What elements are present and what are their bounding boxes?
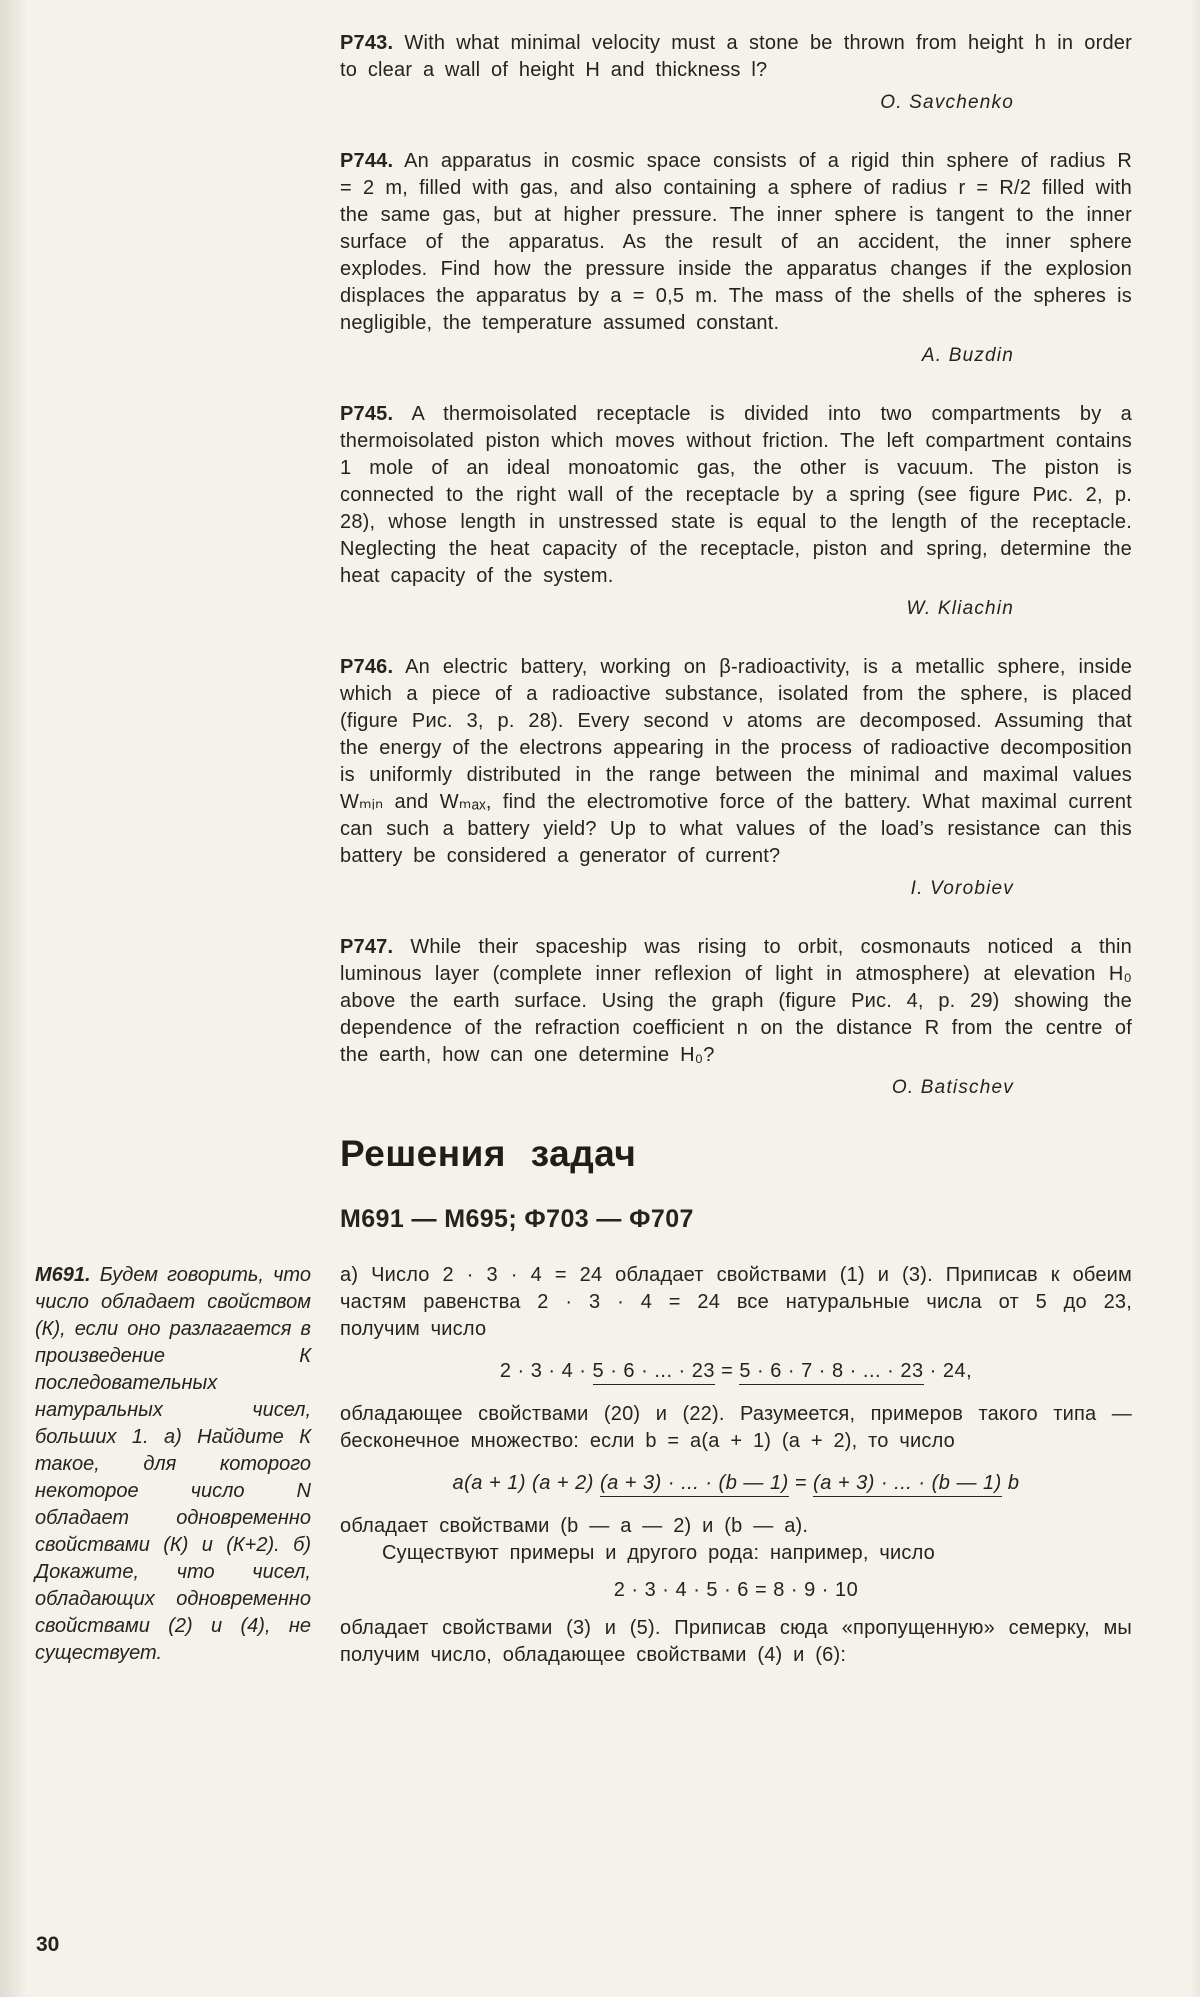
solution-paragraph-2: обладающее свойствами (20) и (22). Разумеется, примеров такого типа — бесконечное множество: если b = a(a + 1) (a + 2), то число	[340, 1403, 1132, 1452]
main-column	[340, 0, 1132, 1234]
margin-note-m691	[35, 1262, 311, 1669]
problem-body: While their spaceship was rising to orbit, cosmonauts noticed a thin luminous layer (complete inner reflexion of light in atmosphere) at elevation H₀ above the earth surface. Using the graph (figure Рис. 4, p. 29) showing the dependence of the refraction coefficient n on the distance R from the centre of the earth, how can one determine H₀?	[340, 936, 1132, 1066]
author-attribution: W. Kliachin	[906, 598, 1014, 619]
equation-segment: 5 · 6 · 7 · 8 · ... · 23	[739, 1360, 923, 1385]
solution-paragraph-4: Существуют примеры и другого рода: например, число	[382, 1542, 936, 1564]
section-title: Решения задач	[340, 1133, 637, 1174]
problem-body: An apparatus in cosmic space consists of a rigid thin sphere of radius R = 2 m, filled with gas, and also containing a sphere of radius r = R/2 filled with the same gas, but at higher pressure. The inner sphere is tangent to the inner surface of the apparatus. As the result of an accident, the inner sphere explodes. Find how the pressure inside the apparatus changes if the explosion displaces the apparatus by a = 0,5 m. The mass of the shells of the spheres is negligible, the temperature assumed constant.	[340, 150, 1133, 334]
equation-segment: (a + 3) · ... · (b — 1)	[600, 1472, 789, 1497]
solution-m691-row	[0, 1262, 1200, 1669]
problem-text	[340, 934, 1132, 1069]
solution-body	[340, 1262, 1132, 1669]
author-attribution: O. Savchenko	[880, 92, 1014, 113]
problem-id: P745.	[340, 403, 394, 425]
problem-text	[340, 30, 1132, 84]
equation-segment: =	[788, 1472, 814, 1494]
margin-note-text	[35, 1262, 311, 1667]
margin-note-id: М691.	[35, 1264, 91, 1286]
solution-paragraph-3: обладает свойствами (b — a — 2) и (b — a).	[340, 1515, 809, 1537]
page-number: 30	[36, 1933, 60, 1956]
author-attribution: I. Vorobiev	[910, 878, 1014, 899]
equation-2	[340, 1468, 1132, 1498]
problem-id: P746.	[340, 656, 394, 678]
problem-text	[340, 148, 1132, 337]
equation-segment: 2 · 3 · 4 ·	[499, 1360, 593, 1382]
equation-segment: (a + 3) · ... · (b — 1)	[813, 1472, 1002, 1497]
problem-id: P743.	[340, 32, 394, 54]
problem-body: A thermoisolated receptacle is divided into two compartments by a thermoisolated piston which moves without friction. The left compartment contains 1 mole of an ideal monoatomic gas, the other is vacuum. The piston is connected to the right wall of the receptacle by a spring (see figure Рис. 2, p. 28), whose length in unstressed state is equal to the length of the receptacle. Neglecting the heat capacity of the receptacle, piston and spring, determine the heat capacity of the system.	[340, 403, 1132, 587]
equation-segment: · 24,	[923, 1360, 973, 1382]
problem-p746	[340, 654, 1132, 900]
section-subtitle: М691 — М695; Ф703 — Ф707	[340, 1205, 694, 1233]
solution-paragraph-1: а) Число 2 · 3 · 4 = 24 обладает свойствами (1) и (3). Приписав к обеим частям равенства 2 · 3 · 4 = 24 все натуральные числа от 5 до 23, получим число	[340, 1264, 1132, 1340]
problem-p745	[340, 401, 1132, 620]
problem-text	[340, 401, 1132, 590]
margin-note-body: Будем говорить, что число обладает свойством (К), если оно разлагается в произведение К последовательных натуральных чисел, больших 1. а) Найдите К такое, для которого некоторое число N обладает одновременно свойствами (К) и (К+2). б) Докажите, что чисел, обладающих одновременно свойствами (2) и (4), не существует.	[35, 1264, 311, 1664]
author-attribution: A. Buzdin	[921, 345, 1014, 366]
solution-paragraph-5: обладает свойствами (3) и (5). Приписав сюда «пропущенную» семерку, мы получим число, обладающее свойствами (4) и (6):	[340, 1617, 1132, 1666]
equation-segment: =	[715, 1360, 740, 1382]
problem-p744	[340, 148, 1132, 367]
problem-id: P744.	[340, 150, 394, 172]
equation-segment: a(a + 1) (a + 2)	[452, 1472, 600, 1494]
problem-text	[340, 654, 1132, 870]
problem-p747	[340, 934, 1132, 1099]
equation-segment: b	[1001, 1472, 1020, 1494]
problem-p743	[340, 30, 1132, 114]
equation-1	[340, 1356, 1132, 1386]
problem-body: An electric battery, working on β-radioactivity, is a metallic sphere, inside which a piece of a radioactive substance, isolated from the sphere, is placed (figure Рис. 3, p. 28). Every second ν atoms are decomposed. Assuming that the energy of the electrons appearing in the process of radioactive decomposition is uniformly distributed in the range between the minimal and maximal values Wₘᵢₙ and Wₘₐₓ, find the electromotive force of the battery. What maximal current can such a battery yield? Up to what values of the load’s resistance can this battery be considered a generator of current?	[340, 656, 1133, 867]
equation-segment: 5 · 6 · ... · 23	[593, 1360, 715, 1385]
equation-3: 2 · 3 · 4 · 5 · 6 = 8 · 9 · 10	[613, 1579, 859, 1601]
author-attribution: O. Batischev	[891, 1077, 1014, 1098]
problem-id: P747.	[340, 936, 394, 958]
problem-body: With what minimal velocity must a stone be thrown from height h in order to clear a wall of height H and thickness l?	[340, 32, 1132, 81]
